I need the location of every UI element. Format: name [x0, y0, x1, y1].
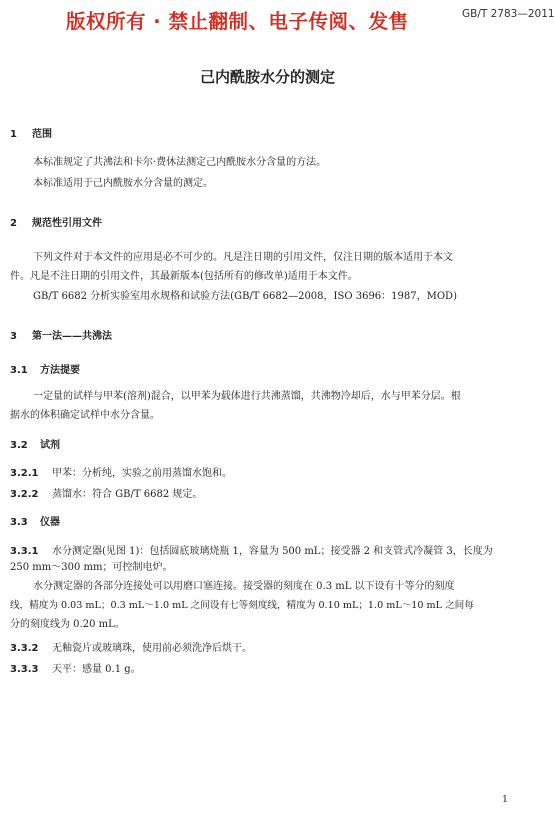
clause-number: 3.3.3 [10, 664, 39, 675]
clause-number: 3.2.2 [10, 489, 39, 500]
clause-number: 3.3.2 [10, 643, 39, 654]
subsection-number: 3.2 [10, 440, 28, 451]
paragraph-line: 水分测定器的各部分连接处可以用磨口塞连接。接受器的刻度在 0.3 mL 以下设有十等分的刻度 [33, 581, 455, 592]
clause-item [10, 464, 232, 479]
clause-text: 水分测定器(见图 1)：包括圆底玻璃烧瓶 1，容量为 500 mL；接受器 2 和支管式冷凝管 3，长度为 [52, 546, 493, 557]
paragraph-line: 据水的体积确定试样中水分含量。 [10, 410, 160, 421]
paragraph-line: 件。凡是不注日期的引用文件，其最新版本(包括所有的修改单)适用于本文件。 [10, 271, 358, 282]
document-title: 己内酰胺水分的测定 [199, 68, 335, 86]
clause-text: 蒸馏水：符合 GB/T 6682 规定。 [52, 489, 203, 500]
standard-number: GB/T 2783—2011 [462, 8, 555, 20]
clause-text: 甲苯：分析纯，实验之前用蒸馏水饱和。 [52, 468, 232, 479]
subsection-3-1-heading [10, 361, 80, 376]
paragraph-line: 250 mm～300 mm；可控制电炉。 [10, 562, 173, 573]
section-title: 规范性引用文件 [32, 218, 102, 229]
subsection-title: 仪器 [40, 517, 60, 528]
subsection-title: 方法提要 [40, 365, 80, 376]
clause-item [10, 639, 252, 654]
clause-item [10, 660, 141, 675]
clause-item [10, 485, 202, 500]
section-3-heading [10, 327, 112, 342]
section-title: 范围 [32, 129, 52, 140]
page-number: 1 [502, 794, 509, 805]
clause-number: 3.2.1 [10, 468, 39, 479]
subsection-3-2-heading [10, 436, 60, 451]
clause-item [10, 542, 493, 557]
clause-text: 无釉瓷片或玻璃珠，使用前必须洗净后烘干。 [52, 643, 252, 654]
section-title: 第一法——共沸法 [32, 331, 112, 342]
subsection-number: 3.3 [10, 517, 28, 528]
section-1-heading [10, 125, 52, 140]
subsection-number: 3.1 [10, 365, 28, 376]
paragraph-line: 一定量的试样与甲苯(溶剂)混合，以甲苯为载体进行共沸蒸馏，共沸物冷却后，水与甲苯分层。根 [33, 391, 461, 402]
section-2-heading [10, 214, 102, 229]
copyright-watermark: 版权所有 · 禁止翻制、电子传阅、发售 [66, 10, 409, 33]
clause-text: 天平：感量 0.1 g。 [52, 664, 141, 675]
section-number: 1 [10, 129, 17, 140]
subsection-title: 试剂 [40, 440, 60, 451]
normative-reference: GB/T 6682 分析实验室用水规格和试验方法(GB/T 6682—2008，ISO 3696：1987，MOD) [33, 291, 457, 302]
paragraph-line: 下列文件对于本文件的应用是必不可少的。凡是注日期的引用文件，仅注日期的版本适用于本文 [33, 252, 453, 263]
section-number: 2 [10, 218, 17, 229]
paragraph-line: 分的刻度线为 0.20 mL。 [10, 619, 125, 630]
clause-number: 3.3.1 [10, 546, 39, 557]
paragraph-line: 线，精度为 0.03 mL；0.3 mL～1.0 mL 之间设有七等刻度线，精度为 0.10 mL；1.0 mL～10 mL 之间每 [10, 600, 474, 611]
paragraph: 本标准规定了共沸法和卡尔·费休法测定己内酰胺水分含量的方法。 [33, 157, 327, 168]
subsection-3-3-heading [10, 513, 60, 528]
paragraph: 本标准适用于己内酰胺水分含量的测定。 [33, 178, 213, 189]
section-number: 3 [10, 331, 17, 342]
